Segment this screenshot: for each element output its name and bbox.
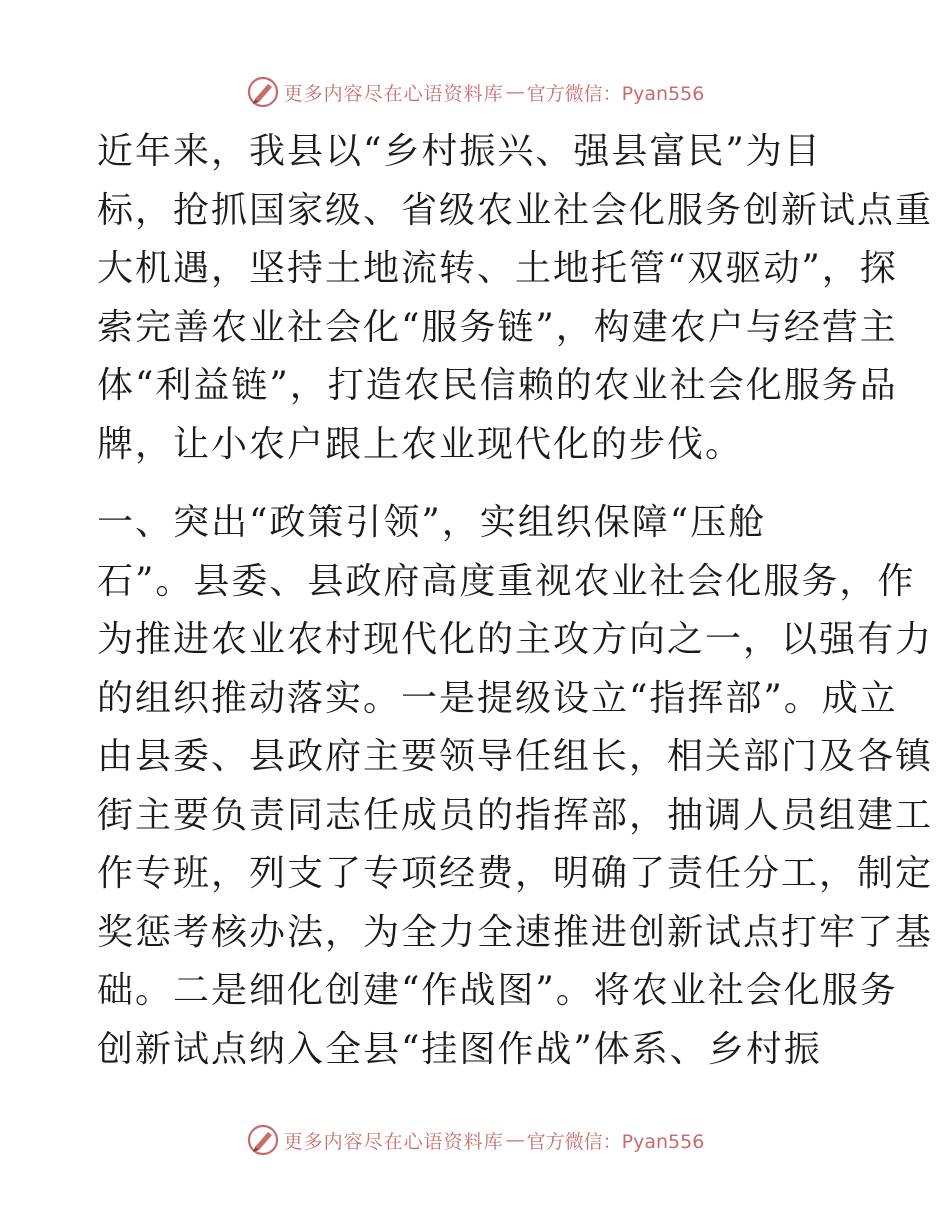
watermark-separator: —: [505, 1129, 525, 1151]
text-line: 标，抢抓国家级、省级农业社会化服务创新试点重: [97, 189, 934, 231]
watermark-separator: —: [505, 81, 525, 103]
watermark-title: 更多内容尽在心语资料库: [283, 1130, 504, 1153]
text-line: 为推进农业农村现代化的主攻方向之一，以强有力: [97, 619, 934, 660]
text-line: 础。二是细化创建“作战图”。将农业社会化服务: [97, 970, 898, 1011]
text-line: 作专班，列支了专项经费，明确了责任分工，制定: [97, 853, 934, 894]
text-line: 一、突出“政策引领”，实组织保障“压舱: [97, 502, 767, 543]
paragraph-intro: [97, 123, 934, 474]
document-body: [97, 123, 934, 1079]
footer-watermark: [0, 1120, 950, 1160]
watermark-title: 更多内容尽在心语资料库: [283, 82, 504, 105]
header-watermark: [0, 72, 950, 112]
text-line: 体“利益链”，打造农民信赖的农业社会化服务品: [97, 365, 898, 406]
text-line: 索完善农业社会化“服务链”，构建农户与经营主: [97, 306, 898, 348]
paragraph-section-one: [97, 494, 934, 1079]
text-line: 牌，让小农户跟上农业现代化的步伐。: [97, 423, 744, 465]
text-line: 石”。县委、县政府高度重视农业社会化服务，作: [97, 560, 916, 602]
text-line: 近年来，我县以“乡村振兴、强县富民”为目: [97, 131, 822, 172]
watermark-wechat: 官方微信：Pyan556: [526, 82, 705, 105]
watermark-wechat: 官方微信：Pyan556: [526, 1130, 705, 1153]
pen-logo-icon: [246, 1123, 280, 1157]
text-line: 街主要负责同志任成员的指挥部，抽调人员组建工: [97, 794, 934, 836]
text-line: 由县委、县政府主要领导任组长，相关部门及各镇: [97, 736, 934, 777]
text-line: 奖惩考核办法，为全力全速推进创新试点打牢了基: [97, 911, 934, 953]
pen-logo-icon: [246, 75, 280, 109]
text-line: 的组织推动落实。一是提级设立“指挥部”。成立: [97, 677, 898, 719]
text-line: 大机遇，坚持土地流转、土地托管“双驱动”，探: [97, 248, 898, 289]
text-line: 创新试点纳入全县“挂图作战”体系、乡村振: [97, 1028, 822, 1070]
